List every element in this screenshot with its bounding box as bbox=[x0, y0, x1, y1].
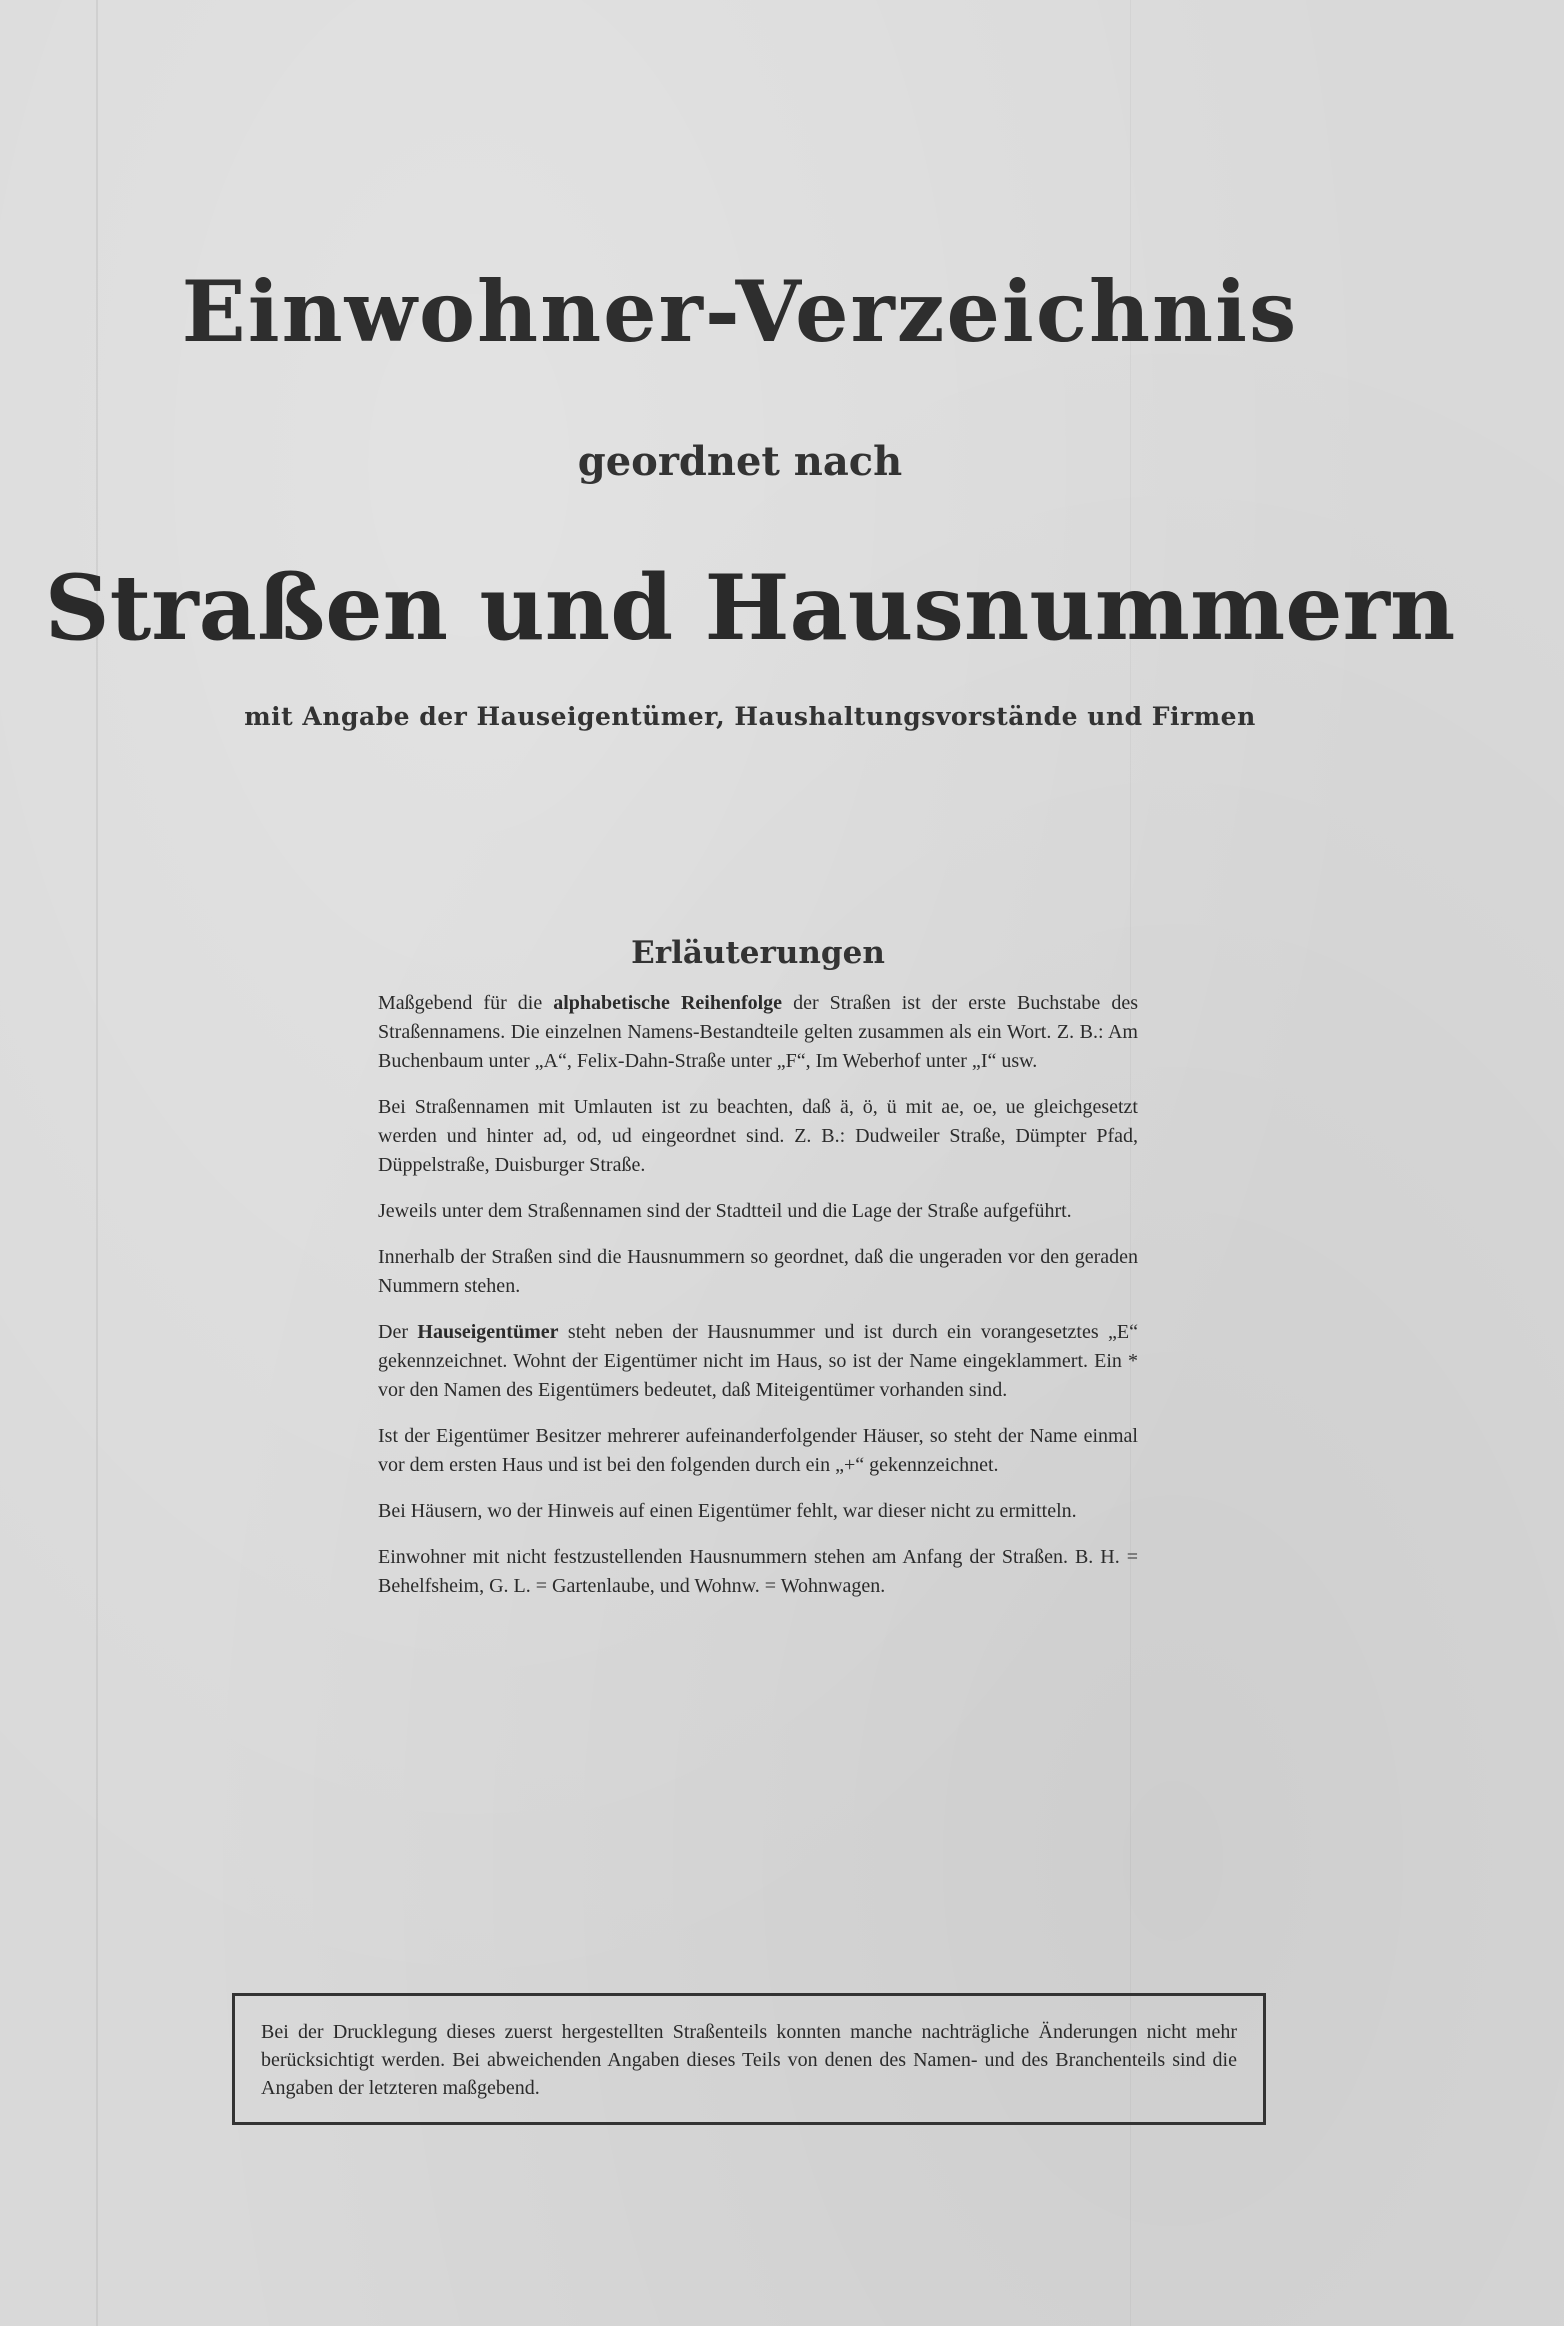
explanation-text: der Straßen ist der erste Buchstabe des Straßennamens. Die einzelnen Namens-Bestandteile gelten zusammen als ein Wort. Z. B.: Am Buchenbaum unter „A“, Felix-Dahn-Straße unter „F“, Im Weberhof unter „I“ usw. bbox=[378, 992, 1138, 1072]
explanation-emphasis: Hauseigentümer bbox=[417, 1321, 559, 1343]
document-title: Einwohner-Verzeichnis bbox=[181, 262, 1299, 361]
explanation-text: Der bbox=[378, 1321, 418, 1343]
explanations-heading: Erläuterungen bbox=[631, 935, 885, 971]
document-subtitle: geordnet nach bbox=[577, 438, 903, 485]
explanations-section bbox=[378, 935, 1138, 1618]
explanation-paragraph-district: Jeweils unter dem Straßennamen sind der Stadtteil und die Lage der Straße aufgeführt. bbox=[378, 1200, 1072, 1222]
explanation-paragraph-missing-owner: Bei Häusern, wo der Hinweis auf einen Eigentümer fehlt, war dieser nicht zu ermitteln. bbox=[378, 1500, 1077, 1522]
explanation-text: Maßgebend für die bbox=[378, 992, 554, 1014]
document-main-title: Straßen und Hausnummern bbox=[44, 555, 1456, 661]
explanation-paragraph-umlauts: Bei Straßennamen mit Umlauten ist zu beachten, daß ä, ö, ü mit ae, oe, ue gleichgesetzt werden und hinter ad, od, ud eingeordnet sind. Z. B.: Dudweiler Straße, Dümpter Pfad, Düppelstraße, Duisburger Straße. bbox=[378, 1096, 1138, 1176]
printing-notice-text: Bei der Drucklegung dieses zuerst hergestellten Straßenteils konnten manche nachträgliche Änderungen nicht mehr berücksichtigt werden. Bei abweichenden Angaben dieses Teils von denen des Namen- und des Branchenteils sind die Angaben der letzteren maßgebend. bbox=[261, 2021, 1237, 2099]
explanation-paragraph-house-numbers: Innerhalb der Straßen sind die Hausnummern so geordnet, daß die ungeraden vor den geraden Nummern stehen. bbox=[378, 1246, 1138, 1297]
document-tagline: mit Angabe der Hauseigentümer, Haushaltungsvorstände und Firmen bbox=[244, 702, 1256, 731]
explanation-text: steht neben der Hausnummer und ist durch ein vorangesetztes „E“ gekennzeichnet. Wohnt der Eigentümer nicht im Haus, so ist der Name eingeklammert. Ein * vor den Namen des Eigentümers bedeutet, daß Miteigentümer vorhanden sind. bbox=[378, 1321, 1139, 1401]
printing-notice-box bbox=[232, 1993, 1266, 2125]
explanation-emphasis: alphabetische Reihenfolge bbox=[553, 992, 783, 1014]
explanation-paragraph-alphabetical bbox=[378, 989, 1138, 1076]
explanation-paragraph-owner bbox=[378, 1318, 1138, 1405]
explanation-paragraph-multiple-houses: Ist der Eigentümer Besitzer mehrerer aufeinanderfolgender Häuser, so steht der Name einmal vor dem ersten Haus und ist bei den folgenden durch ein „+“ gekennzeichnet. bbox=[378, 1425, 1138, 1476]
explanation-paragraph-abbreviations: Einwohner mit nicht festzustellenden Hausnummern stehen am Anfang der Straßen. B. H. = Behelfsheim, G. L. = Gartenlaube, und Wohnw. = Wohnwagen. bbox=[378, 1546, 1138, 1597]
